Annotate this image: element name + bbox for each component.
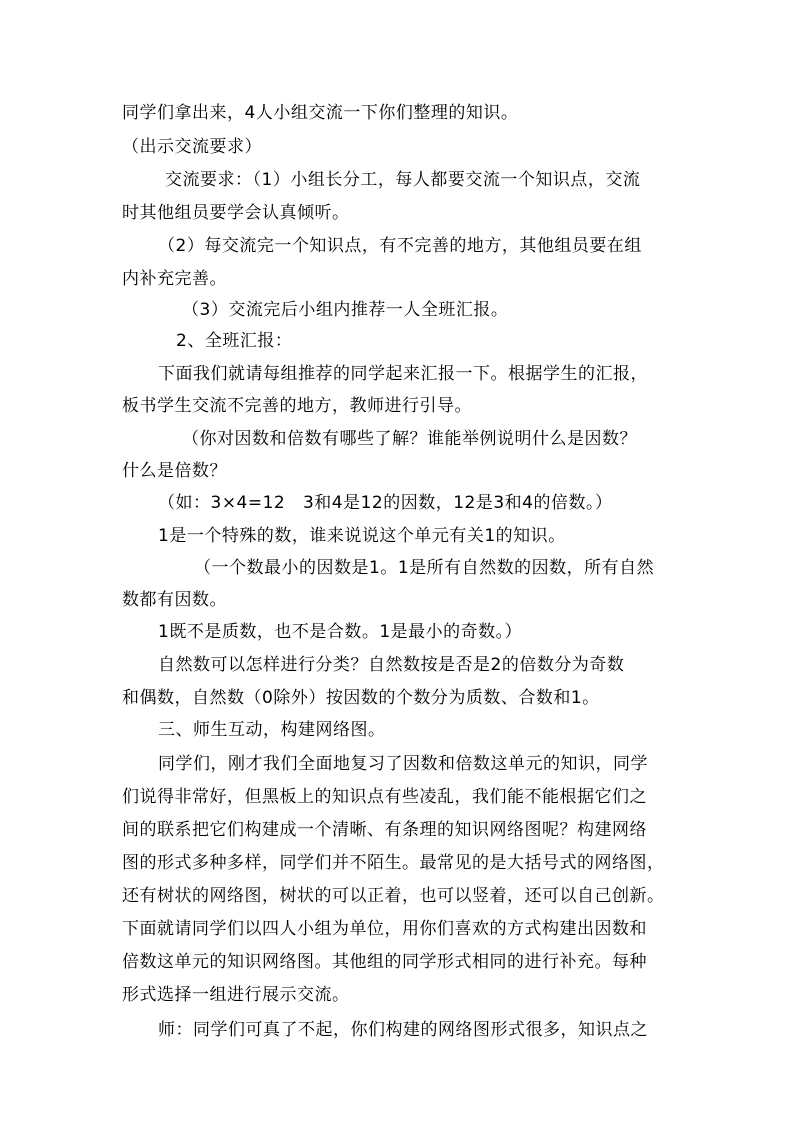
section-heading: 2、全班汇报： bbox=[176, 331, 293, 351]
text-line: （3）交流完后小组内推荐一人全班汇报。 bbox=[182, 300, 509, 320]
text-line: 内补充完善。 bbox=[122, 269, 227, 289]
section-heading: 三、师生互动，构建网络图。 bbox=[158, 720, 386, 740]
text-line: （2）每交流完一个知识点，有不完善的地方，其他组员要在组 bbox=[158, 236, 642, 256]
text-line: 1既不是质数，也不是合数。1是最小的奇数。） bbox=[158, 622, 523, 642]
text-line: 形式选择一组进行展示交流。 bbox=[122, 985, 350, 1005]
text-line: 板书学生交流不完善的地方，教师进行引导。 bbox=[122, 396, 472, 416]
text-line: 同学们，刚才我们全面地复习了因数和倍数这单元的知识，同学 bbox=[158, 754, 648, 774]
text-line: 什么是倍数？ bbox=[122, 461, 227, 481]
text-line: 师：同学们可真了不起，你们构建的网络图形式很多，知识点之 bbox=[158, 1020, 648, 1040]
text-line: 同学们拿出来，4人小组交流一下你们整理的知识。 bbox=[122, 103, 519, 123]
text-line: 们说得非常好，但黑板上的知识点有些凌乱，我们能不能根据它们之 bbox=[122, 787, 647, 807]
text-line: （如：3×4=12 3和4是12的因数，12是3和4的倍数。） bbox=[158, 493, 613, 513]
text-line: （出示交流要求） bbox=[122, 137, 262, 157]
text-line: （一个数最小的因数是1。1是所有自然数的因数，所有自然 bbox=[194, 558, 655, 578]
text-line: 间的联系把它们构建成一个清晰、有条理的知识网络图呢？构建网络 bbox=[122, 820, 647, 840]
text-line: 图的形式多种多样，同学们并不陌生。最常见的是大括号式的网络图， bbox=[122, 853, 665, 873]
text-line: 交流要求：（1）小组长分工，每人都要交流一个知识点，交流 bbox=[165, 170, 641, 190]
text-line: 自然数可以怎样进行分类？自然数按是否是2的倍数分为奇数 bbox=[158, 655, 625, 675]
text-line: 和偶数，自然数（0除外）按因数的个数分为质数、合数和1。 bbox=[122, 688, 600, 708]
text-line: 1是一个特殊的数，谁来说说这个单元有关1的知识。 bbox=[158, 526, 566, 546]
text-line: 下面我们就请每组推荐的同学起来汇报一下。根据学生的汇报， bbox=[158, 364, 648, 384]
text-line: （你对因数和倍数有哪些了解？谁能举例说明什么是因数？ bbox=[182, 429, 637, 449]
text-line: 倍数这单元的知识网络图。其他组的同学形式相同的进行补充。每种 bbox=[122, 952, 647, 972]
text-line: 数都有因数。 bbox=[122, 590, 227, 610]
text-line: 下面就请同学们以四人小组为单位，用你们喜欢的方式构建出因数和 bbox=[122, 919, 647, 939]
text-line: 时其他组员要学会认真倾听。 bbox=[122, 203, 350, 223]
text-line: 还有树状的网络图，树状的可以正着，也可以竖着，还可以自己创新。 bbox=[122, 886, 665, 906]
